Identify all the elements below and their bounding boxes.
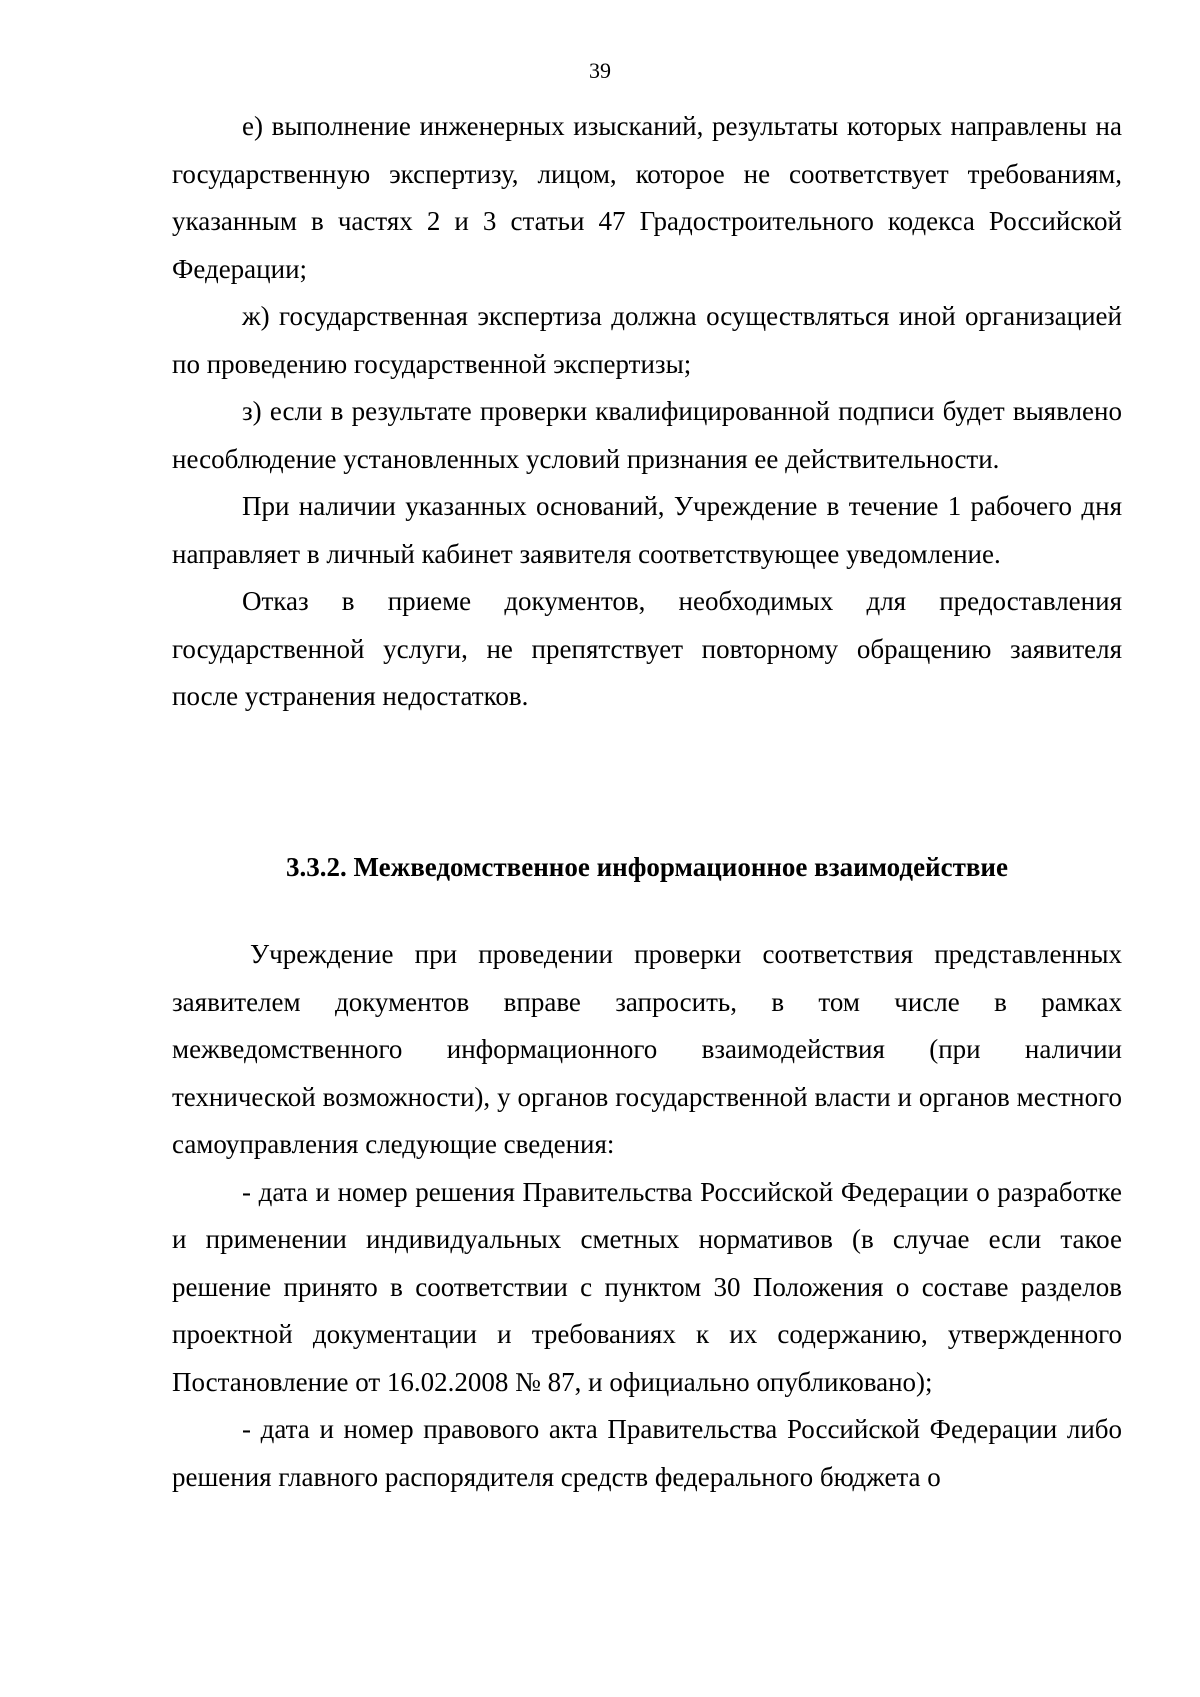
paragraph-notification: При наличии указанных оснований, Учреждение в течение 1 рабочего дня направляет в личный кабинет заявителя соответствующее уведомление.	[172, 491, 1122, 569]
page-number: 39	[589, 58, 611, 83]
paragraph-refusal: Отказ в приеме документов, необходимых для предоставления государственной услуги, не препятствует повторному обращению заявителя после устранения недостатков.	[172, 586, 1122, 711]
section-heading: 3.3.2. Межведомственное информационное взаимодействие	[286, 852, 1008, 882]
paragraph-item-zh: ж) государственная экспертиза должна осуществляться иной организацией по проведению государственной экспертизы;	[172, 301, 1122, 379]
paragraph-list-item-1: - дата и номер решения Правительства Российской Федерации о разработке и применении индивидуальных сметных нормативов (в случае если такое решение принято в соответствии с пунктом 30 Положения о составе разделов проектной документации и требованиях к их содержанию, утвержденного Постановление от 16.02.2008 № 87, и официально опубликовано);	[172, 1176, 1122, 1397]
paragraph-item-e: е) выполнение инженерных изысканий, результаты которых направлены на государственную экспертизу, лицом, которое не соответствует требованиям, указанным в частях 2 и 3 статьи 47 Градостроительного кодекса Российской Федерации;	[172, 111, 1122, 284]
section-heading-block	[172, 844, 1122, 892]
paragraph-list-item-2: - дата и номер правового акта Правительства Российской Федерации либо решения главного распорядителя средств федерального бюджета о	[172, 1414, 1122, 1492]
paragraph-interagency: Учреждение при проведении проверки соответствия представленных заявителем документов вправе запросить, в том числе в рамках межведомственного информационного взаимодействия (при наличии технической возможности), у органов государственной власти и органов местного самоуправления следующие сведения:	[172, 939, 1122, 1159]
paragraph-item-z: з) если в результате проверки квалифицированной подписи будет выявлено несоблюдение установленных условий признания ее действительности.	[172, 396, 1122, 474]
top-text-block	[172, 103, 1122, 721]
bottom-text-block	[172, 931, 1122, 1501]
